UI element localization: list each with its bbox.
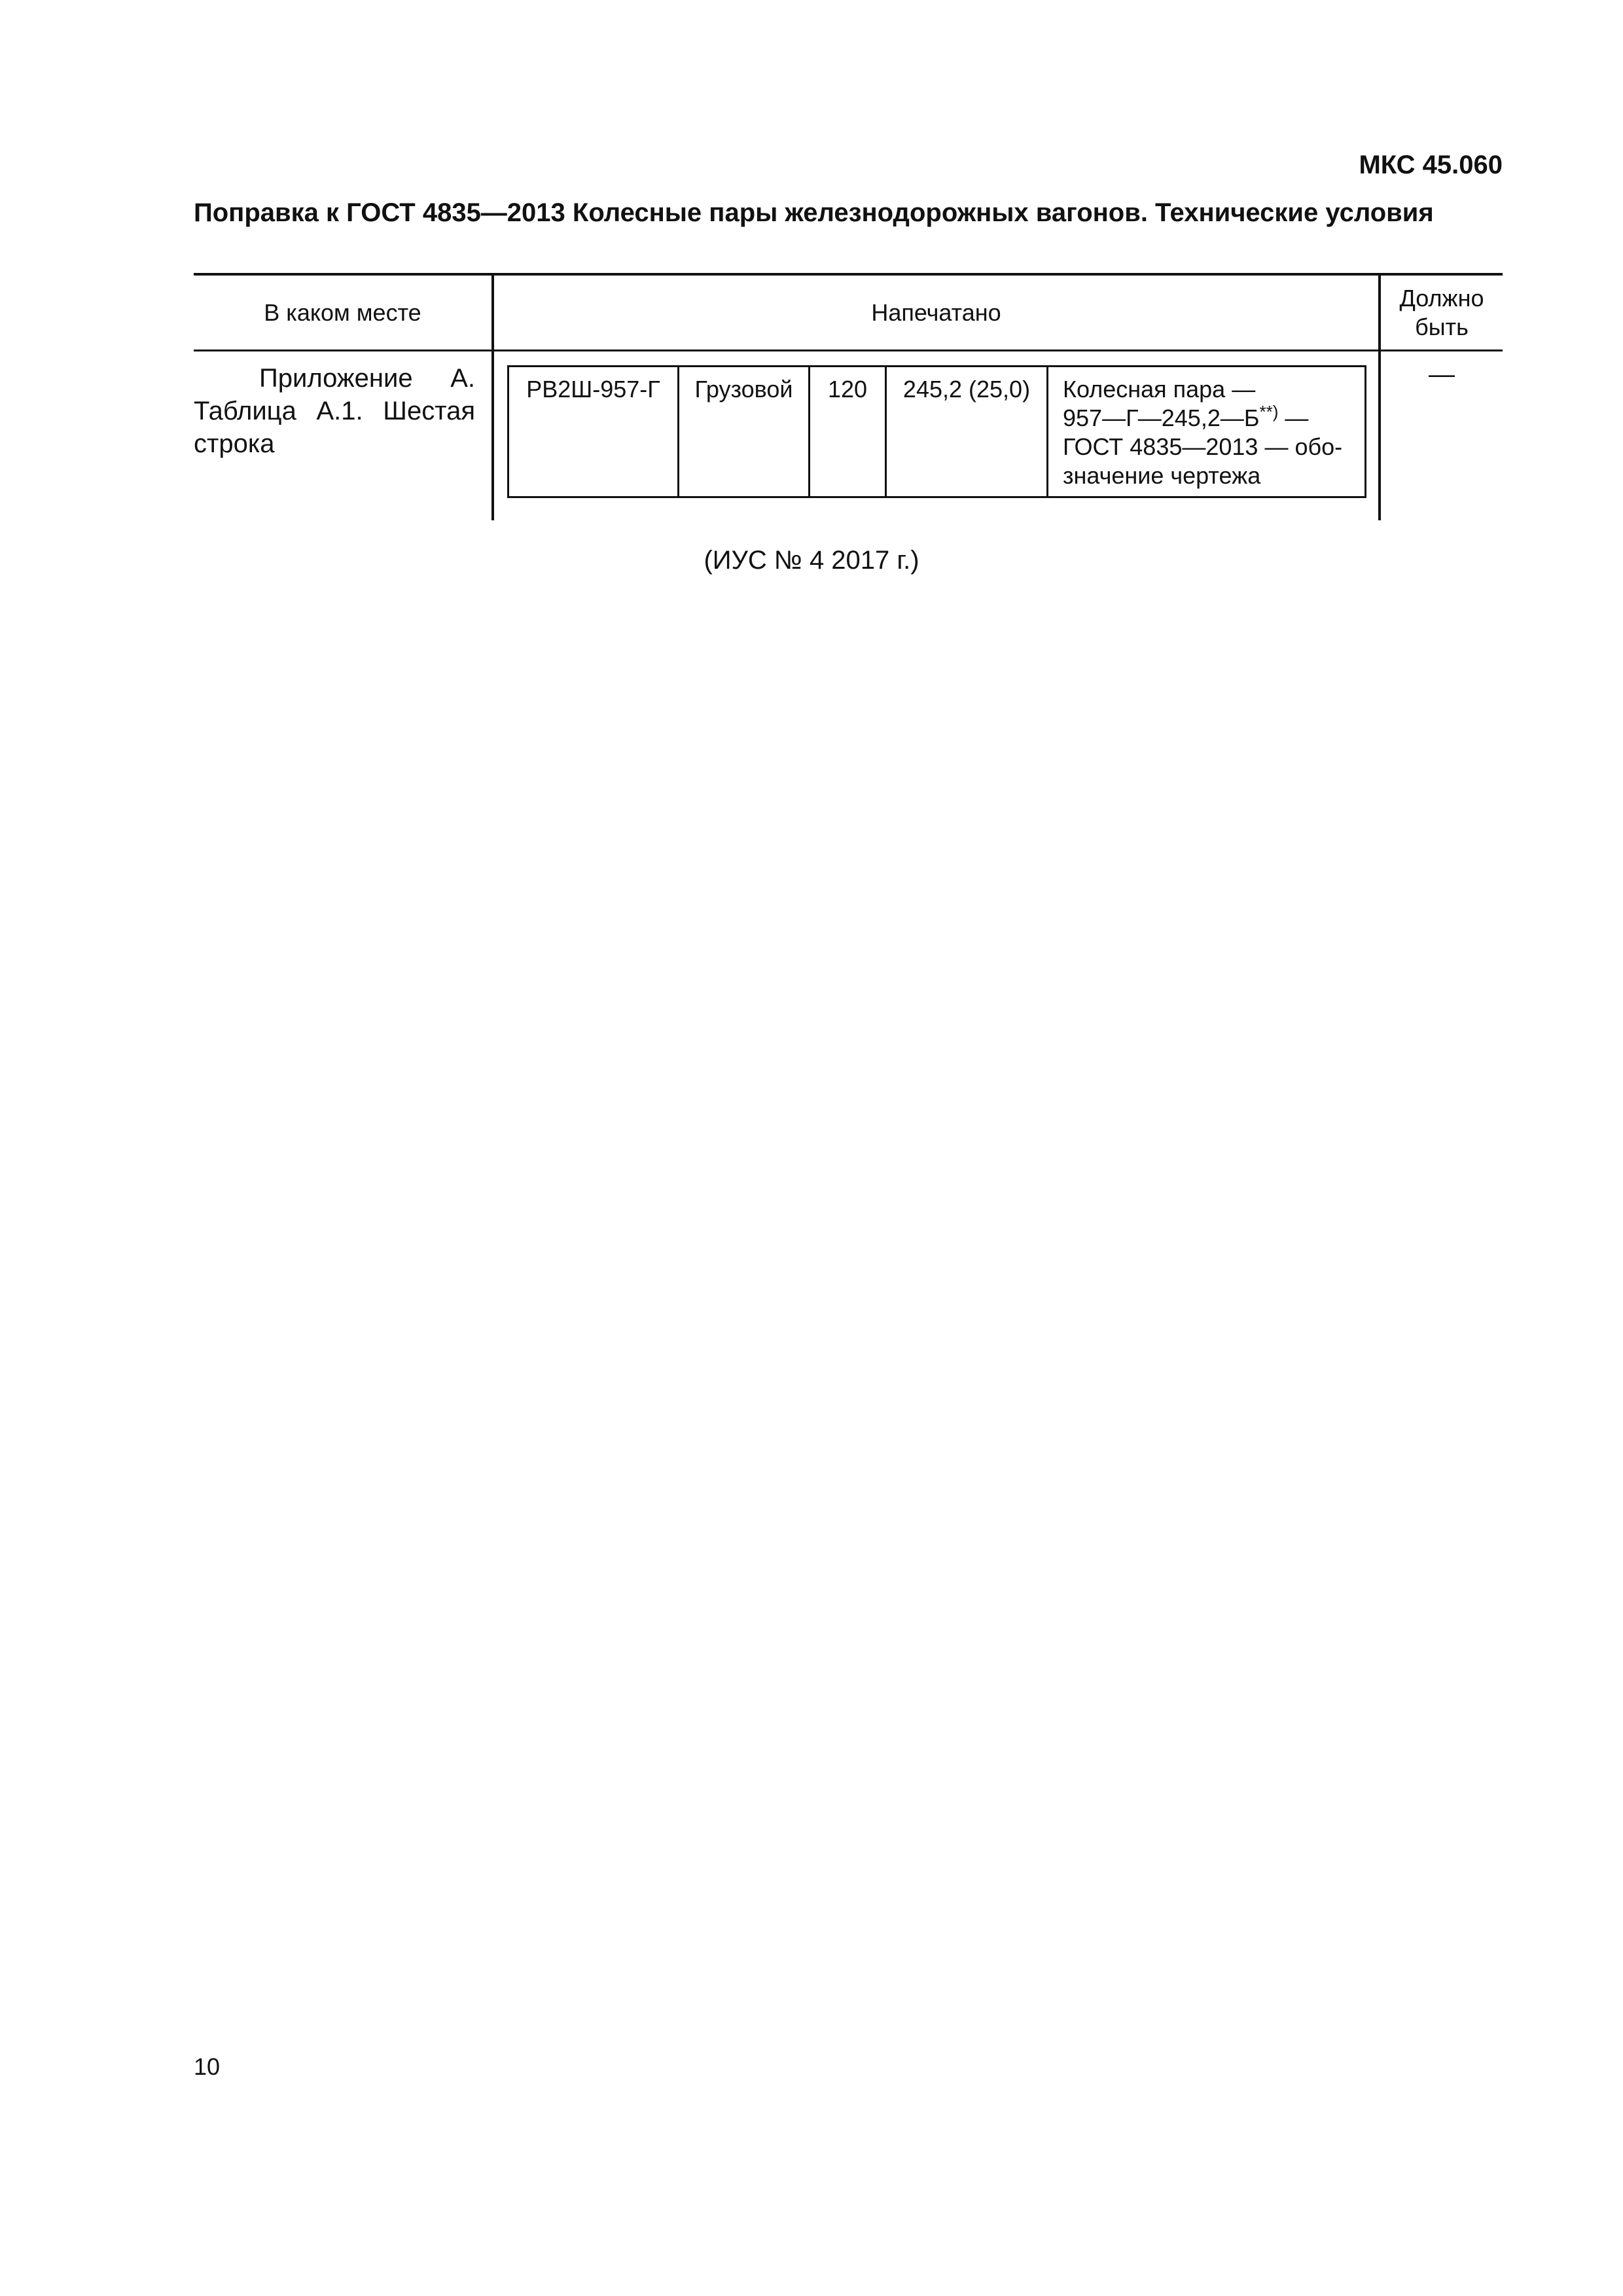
column-header-should-be-line2: быть bbox=[1415, 313, 1469, 340]
source-reference: (ИУС № 4 2017 г.) bbox=[704, 546, 919, 575]
column-header-place: В каком месте bbox=[264, 298, 421, 326]
note-line: ГОСТ 4835—2013 — обо- bbox=[1063, 433, 1343, 460]
row-place-cell bbox=[194, 362, 475, 460]
printed-cell-note bbox=[1048, 367, 1364, 496]
printed-row-inner-table bbox=[507, 365, 1366, 498]
page-number: 10 bbox=[194, 2053, 221, 2080]
printed-cell-designation: РВ2Ш-957-Г bbox=[509, 367, 679, 496]
classifier-code: МКС 45.060 bbox=[1359, 151, 1503, 179]
note-text: — bbox=[1278, 404, 1309, 431]
note-line: значение чертежа bbox=[1063, 462, 1261, 489]
table-header-rule bbox=[194, 350, 1503, 351]
note-line: Колесная пара — bbox=[1063, 376, 1256, 403]
place-line: Приложение А. bbox=[259, 364, 475, 393]
column-header-should-be-line1: Должно bbox=[1399, 284, 1484, 312]
place-line: Таблица А.1. Шестая bbox=[194, 397, 475, 425]
amendment-table bbox=[194, 273, 1503, 520]
column-header-printed: Напечатано bbox=[871, 298, 1001, 326]
document-title: Поправка к ГОСТ 4835—2013 Колесные пары железнодорожных вагонов. Технические условия bbox=[194, 198, 1434, 227]
row-should-be-cell: — bbox=[1429, 360, 1455, 389]
place-line: строка bbox=[194, 429, 275, 458]
printed-cell-load: 245,2 (25,0) bbox=[887, 367, 1048, 496]
note-text: 957—Г—245,2—Б bbox=[1063, 404, 1260, 431]
footnote-mark: **) bbox=[1259, 402, 1279, 422]
printed-cell-speed: 120 bbox=[810, 367, 887, 496]
column-header-should-be bbox=[1381, 276, 1503, 350]
printed-cell-type: Грузовой bbox=[679, 367, 810, 496]
note-line bbox=[1063, 404, 1351, 433]
